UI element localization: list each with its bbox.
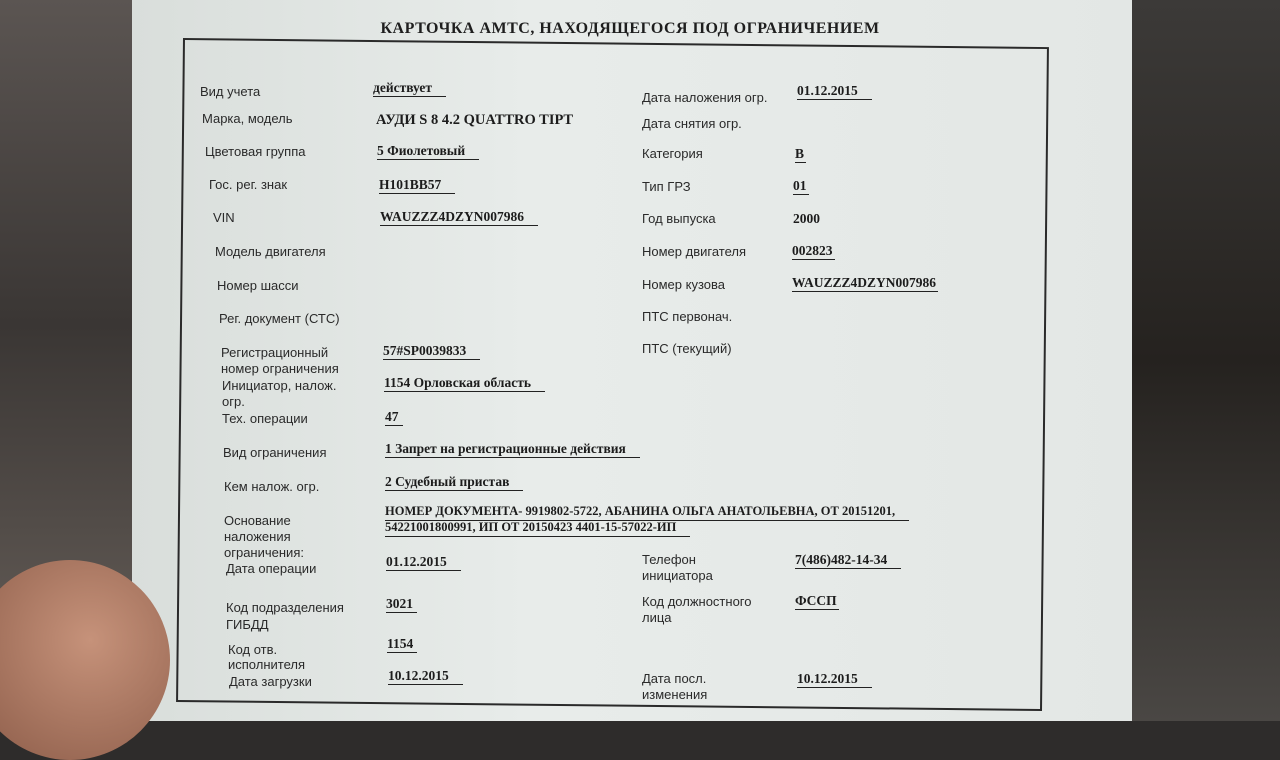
- value-teh-oper: 47: [385, 408, 403, 426]
- value-vin: WAUZZZ4DZYN007986: [380, 208, 538, 226]
- value-kod-dolzh: ФССП: [795, 593, 837, 608]
- label-tip-grz: Тип ГРЗ: [642, 179, 691, 194]
- label-osnovanie-3: ограничения:: [224, 545, 304, 560]
- label-teh-oper: Тех. операции: [222, 411, 308, 426]
- value-god-vyp: 2000: [793, 211, 820, 226]
- value-kategoriya: В: [795, 146, 805, 161]
- label-telefon-1: Телефон: [642, 552, 696, 567]
- value-telefon: 7(486)482-14-34: [795, 551, 901, 569]
- value-marka: АУДИ S 8 4.2 QUATTRO TIPT: [376, 112, 574, 128]
- label-kod-podr-2: ГИБДД: [226, 617, 269, 632]
- label-osnovanie-1: Основание: [224, 513, 291, 528]
- label-kem-nalozh: Кем налож. огр.: [224, 479, 320, 494]
- label-iniciator-2: огр.: [222, 394, 245, 409]
- value-kod-otv: 1154: [387, 635, 417, 653]
- label-kod-otv-2: исполнителя: [228, 657, 306, 672]
- value-cvet: 5 Фиолетовый: [377, 142, 479, 160]
- label-kod-dolzh-1: Код должностного: [642, 594, 752, 609]
- value-reg-nomer-ogr: 57#SP0039833: [383, 342, 480, 360]
- label-kod-otv-1: Код отв.: [228, 642, 278, 657]
- value-nomer-dvig: 002823: [792, 243, 833, 258]
- background-right: [1110, 0, 1280, 721]
- label-nomer-kuzova: Номер кузова: [642, 277, 725, 292]
- label-data-snyat: Дата снятия огр.: [642, 116, 742, 131]
- label-reg-doc: Рег. документ (СТС): [219, 311, 340, 326]
- label-kategoriya: Категория: [642, 146, 703, 161]
- value-vid-ucheta: действует: [373, 79, 446, 97]
- label-vid-ucheta: Вид учета: [200, 84, 261, 99]
- value-data-nalozh: 01.12.2015: [797, 82, 872, 100]
- label-iniciator-1: Инициатор, налож.: [222, 378, 337, 393]
- label-osnovanie-2: наложения: [224, 529, 291, 544]
- label-pts-tek: ПТС (текущий): [642, 341, 732, 356]
- label-kod-dolzh-2: лица: [642, 610, 672, 625]
- label-data-zagr: Дата загрузки: [229, 674, 312, 689]
- label-data-oper: Дата операции: [226, 561, 317, 576]
- label-model-dvig: Модель двигателя: [215, 244, 326, 259]
- label-vin: VIN: [213, 210, 235, 225]
- value-data-zagr: 10.12.2015: [388, 667, 463, 685]
- label-vid-ogr: Вид ограничения: [223, 445, 327, 460]
- value-osnovanie-2: 54221001800991, ИП ОТ 20150423 4401-15-57022-ИП: [385, 519, 690, 537]
- value-osnovanie-1: НОМЕР ДОКУМЕНТА- 9919802-5722, АБАНИНА ОЛЬГА АНАТОЛЬЕВНА, ОТ 20151201,: [385, 503, 909, 521]
- value-data-oper: 01.12.2015: [386, 553, 461, 571]
- label-data-nalozh: Дата наложения огр.: [642, 90, 768, 105]
- document-title: КАРТОЧКА АМТС, НАХОДЯЩЕГОСЯ ПОД ОГРАНИЧЕНИЕМ: [380, 20, 880, 37]
- value-kod-podr: 3021: [386, 595, 417, 613]
- value-nomer-kuzova: WAUZZZ4DZYN007986: [792, 275, 937, 290]
- label-pts-pervonach: ПТС первонач.: [642, 309, 733, 324]
- label-kod-podr-1: Код подразделения: [226, 600, 344, 615]
- value-iniciator: 1154 Орловская область: [384, 374, 545, 392]
- label-nomer-dvig: Номер двигателя: [642, 244, 747, 259]
- label-data-posl-1: Дата посл.: [642, 671, 707, 686]
- label-data-posl-2: изменения: [642, 687, 708, 702]
- label-telefon-2: инициатора: [642, 568, 713, 583]
- label-reg-nomer-ogr-2: номер ограничения: [221, 361, 339, 376]
- label-marka: Марка, модель: [202, 111, 293, 126]
- value-kem-nalozh: 2 Судебный пристав: [385, 473, 523, 491]
- label-reg-nomer-ogr-1: Регистрационный: [221, 345, 329, 360]
- label-god-vyp: Год выпуска: [642, 211, 716, 226]
- value-tip-grz: 01: [793, 178, 807, 193]
- value-data-posl: 10.12.2015: [797, 670, 872, 688]
- label-nomer-shassi: Номер шасси: [217, 278, 299, 293]
- value-gos-znak: Н101ВВ57: [379, 176, 455, 194]
- label-gos-znak: Гос. рег. знак: [209, 177, 288, 192]
- label-cvet: Цветовая группа: [205, 144, 306, 159]
- value-vid-ogr: 1 Запрет на регистрационные действия: [385, 440, 640, 458]
